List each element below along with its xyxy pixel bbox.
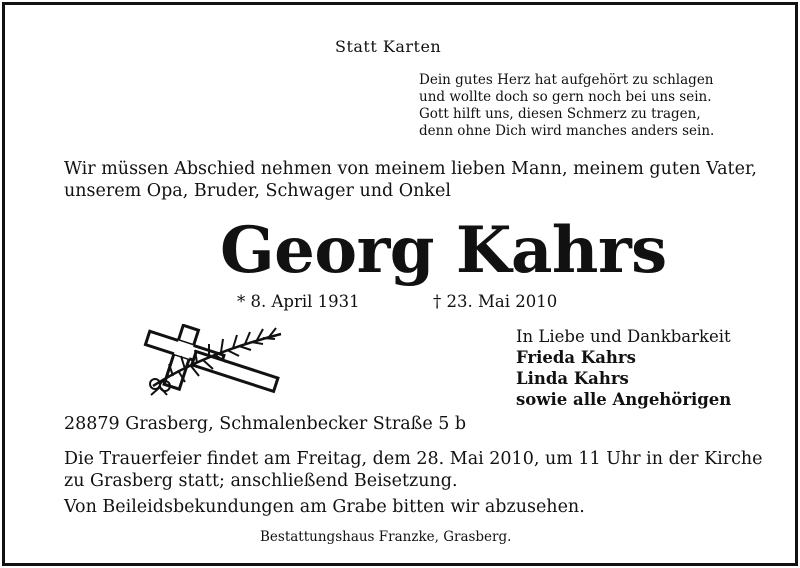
poem-line: und wollte doch so gern noch bei uns sein. (419, 89, 712, 105)
poem-verse (419, 72, 714, 140)
notice-header: Statt Karten (335, 37, 442, 56)
mourners-block (516, 326, 731, 410)
intro-line: unserem Opa, Bruder, Schwager und Onkel (64, 181, 451, 201)
funeral-line: Die Trauerfeier findet am Freitag, dem 28. Mai 2010, um 11 Uhr in der Kirche (64, 449, 763, 469)
mourner-name: Linda Kahrs (516, 369, 629, 388)
mourner-name: Frieda Kahrs (516, 348, 636, 367)
poem-line: Dein gutes Herz hat aufgehört zu schlagen (419, 72, 714, 88)
poem-line: denn ohne Dich wird manches anders sein. (419, 123, 715, 139)
obituary-notice (2, 2, 798, 566)
deceased-name: Georg Kahrs (220, 213, 667, 288)
cross-palm-icon (133, 324, 285, 396)
undertaker: Bestattungshaus Franzke, Grasberg. (260, 529, 512, 545)
intro-text (64, 158, 757, 202)
condolence-note: Von Beileidsbekundungen am Grabe bitten wir abzusehen. (64, 497, 585, 517)
funeral-line: zu Grasberg statt; anschließend Beisetzung. (64, 471, 458, 491)
address: 28879 Grasberg, Schmalenbecker Straße 5 b (64, 414, 467, 434)
death-date: † 23. Mai 2010 (433, 292, 558, 311)
mourners-intro: In Liebe und Dankbarkeit (516, 327, 731, 346)
intro-line: Wir müssen Abschied nehmen von meinem lieben Mann, meinem guten Vater, (64, 159, 757, 179)
funeral-info (64, 448, 763, 492)
mourner-name: sowie alle Angehörigen (516, 390, 732, 409)
birth-date: * 8. April 1931 (237, 292, 360, 311)
poem-line: Gott hilft uns, diesen Schmerz zu tragen, (419, 106, 701, 122)
